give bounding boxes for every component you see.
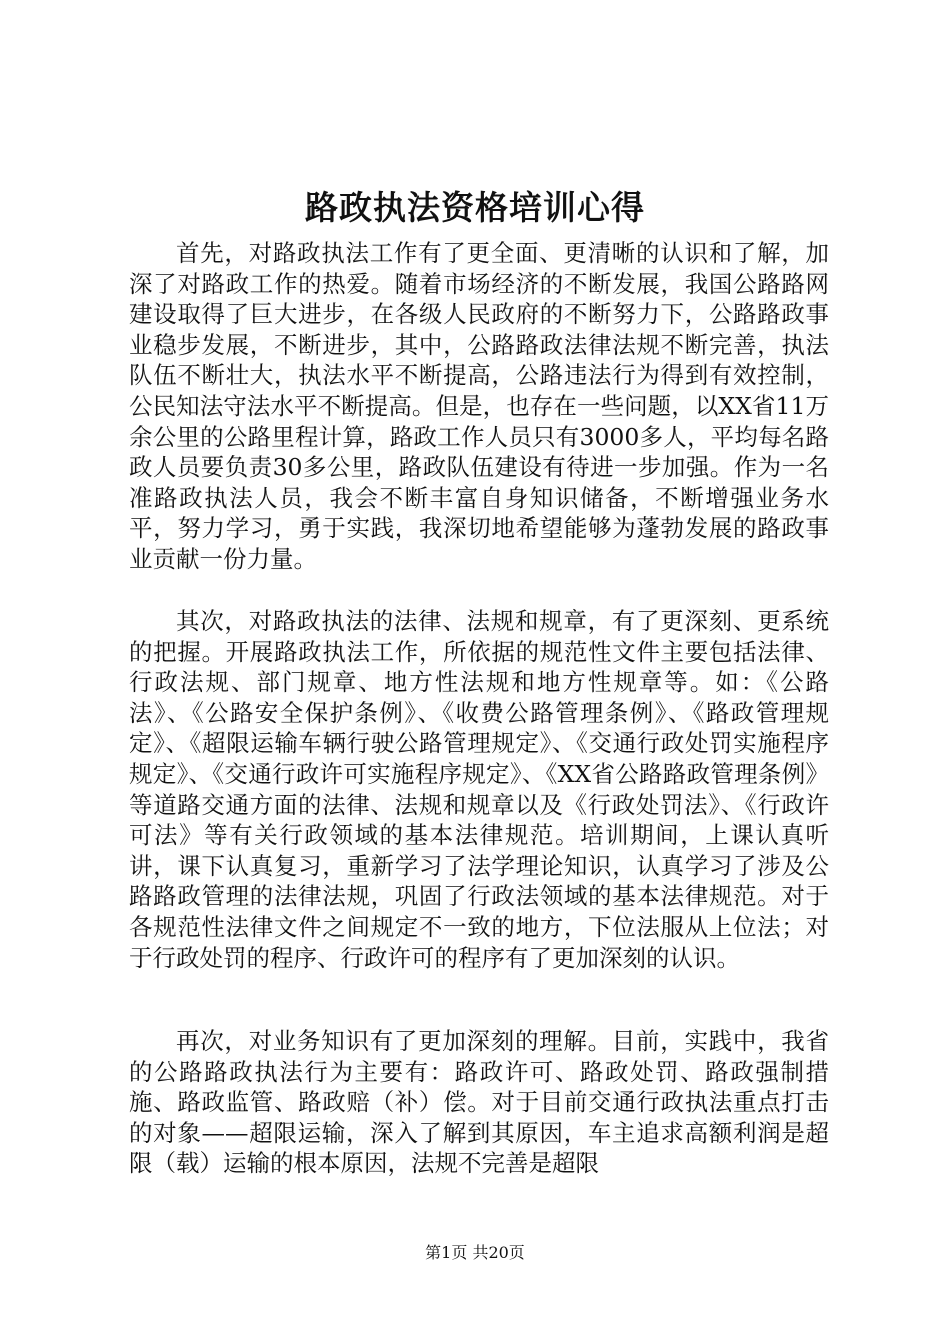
body-paragraph-2 [129, 606, 829, 973]
page-footer [0, 1243, 950, 1263]
document-title: 路政执法资格培训心得 [305, 188, 645, 227]
body-paragraph-3 [129, 1026, 829, 1179]
paragraph-text: 其次，对路政执法的法律、法规和规章，有了更深刻、更系统的把握。开展路政执法工作，所依据的规范性文件主要包括法律、行政法规、部门规章、地方性法规和地方性规章等。如：《公路法》、《公路安全保护条例》、《收费公路管理条例》、《路政管理规定》、《超限运输车辆行驶公路管理规定》、《交通行政处罚实施程序规定》、《交通行政许可实施程序规定》、《XX省公路路政管理条例》等道路交通方面的法律、法规和规章以及《行政处罚法》、《行政许可法》等有关行政领域的基本法律规范。培训期间，上课认真听讲，课下认真复习，重新学习了法学理论知识，认真学习了涉及公路路政管理的法律法规，巩固了行政法领域的基本法律规范。对于各规范性法律文件之间规定不一致的地方，下位法服从上位法；对于行政处罚的程序、行政许可的程序有了更加深刻的认识。 [129, 607, 829, 972]
paragraph-text: 首先，对路政执法工作有了更全面、更清晰的认识和了解，加深了对路政工作的热爱。随着市场经济的不断发展，我国公路路网建设取得了巨大进步，在各级人民政府的不断努力下，公路路政事业稳步发展，不断进步，其中，公路路政法律法规不断完善，执法队伍不断壮大，执法水平不断提高，公路违法行为得到有效控制，公民知法守法水平不断提高。但是，也存在一些问题，以XX省11万余公里的公路里程计算，路政工作人员只有3000多人，平均每名路政人员要负责30多公里，路政队伍建设有待进一步加强。作为一名准路政执法人员，我会不断丰富自身知识储备，不断增强业务水平，努力学习，勇于实践，我深切地希望能够为蓬勃发展的路政事业贡献一份力量。 [129, 239, 829, 573]
paragraph-text: 再次，对业务知识有了更加深刻的理解。目前，实践中，我省的公路路政执法行为主要有：路政许可、路政处罚、路政强制措施、路政监管、路政赔（补）偿。对于目前交通行政执法重点打击的对象——超限运输，深入了解到其原因，车主追求高额利润是超限（载）运输的根本原因，法规不完善是超限 [129, 1027, 829, 1178]
page-indicator: 第1页 共20页 [425, 1243, 525, 1262]
body-paragraph-1 [129, 238, 829, 575]
